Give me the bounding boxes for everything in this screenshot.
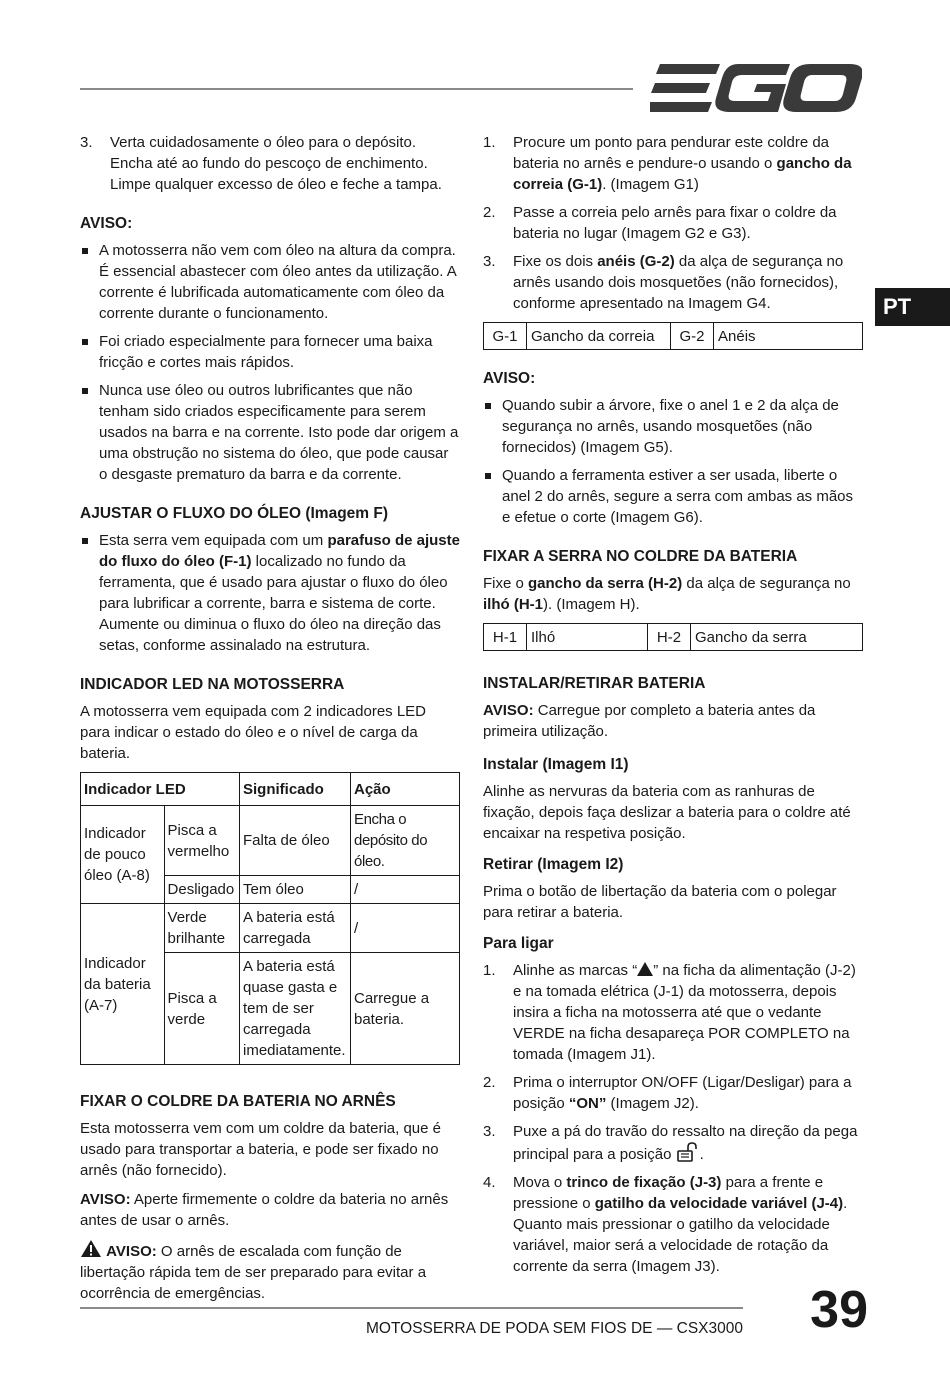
header-rule — [80, 88, 633, 90]
text: . — [699, 1146, 704, 1163]
sub-heading: Para ligar — [483, 935, 554, 952]
paragraph: Esta motosserra vem com um coldre da bateria, que é usado para transportar a bateria, e pode ser fixado no arnês (não fornecido). — [80, 1120, 441, 1179]
text: da alça de segurança no — [682, 575, 851, 592]
brand-logo — [650, 64, 862, 112]
text: O arnês de escalada com função de libertação rápida tem de ser preparado para evitar a ocorrência de emergências. — [80, 1243, 427, 1302]
step-number: 1. — [483, 962, 496, 979]
text: da alça de segurança no arnês usando dois mosquetões (não fornecidos), conforme apresentado na Imagem G4. — [513, 253, 844, 312]
text: ). (Imagem H). — [543, 596, 640, 613]
table-cell: Indicador de pouco óleo (A-8) — [81, 806, 165, 904]
language-tab: PT — [875, 288, 950, 326]
table-cell: Encha o depósito do óleo. — [351, 806, 460, 876]
text: Alinhe as marcas “ — [513, 962, 638, 979]
table-row — [484, 323, 863, 350]
footer-title: MOTOSSERRA DE PODA SEM FIOS DE — CSX3000 — [366, 1320, 743, 1337]
h-parts-table — [483, 623, 863, 651]
sub-heading: Retirar (Imagem I2) — [483, 856, 624, 873]
column-header: Indicador LED — [81, 773, 240, 806]
oil-flow-list — [80, 530, 460, 656]
oil-fill-steps — [80, 132, 460, 195]
table-cell: Gancho da serra — [691, 624, 863, 651]
table-cell: Indicador da bateria (A-7) — [81, 904, 165, 1065]
list-item: Foi criado especialmente para fornecer uma baixa fricção e cortes mais rápidos. — [80, 331, 460, 373]
sub-heading: Instalar (Imagem I1) — [483, 756, 629, 773]
table-cell: H-2 — [648, 624, 691, 651]
text: (Imagem J2). — [606, 1095, 699, 1112]
table-row — [81, 806, 460, 876]
paragraph: Alinhe as nervuras da bateria com as ranhuras de fixação, depois faça deslizar a bateria para o coldre até encaixar na respetiva posição. — [483, 783, 851, 842]
text: Mova o — [513, 1174, 567, 1191]
table-cell: G-2 — [671, 323, 714, 350]
bold-text: gancho da serra (H-2) — [528, 575, 683, 592]
text: Carregue por completo a bateria antes da primeira utilização. — [483, 702, 816, 740]
table-cell: Gancho da correia — [527, 323, 671, 350]
table-cell: Verde brilhante — [164, 904, 239, 953]
section-heading: FIXAR O COLDRE DA BATERIA NO ARNÊS — [80, 1093, 396, 1110]
table-cell: Tem óleo — [240, 876, 351, 904]
table-cell: A bateria está quase gasta e tem de ser carregada imediatamente. — [240, 953, 351, 1065]
list-item: Quando a ferramenta estiver a ser usada, liberte o anel 2 do arnês, segure a serra com ambas as mãos e efetue o corte (Imagem G6). — [483, 465, 863, 528]
table-row — [81, 904, 460, 953]
warning-list — [483, 395, 863, 528]
section-heading: FIXAR A SERRA NO COLDRE DA BATERIA — [483, 548, 798, 565]
bold-text: parafuso de ajuste do fluxo do óleo (F-1) — [99, 532, 460, 570]
step-text: Verta cuidadosamente o óleo para o depósito. Encha até ao fundo do pescoço de enchimento. Limpe qualquer excesso de óleo e feche a tampa. — [110, 134, 442, 193]
text: Aperte firmemente o coldre da bateria no arnês antes de usar o arnês. — [80, 1191, 449, 1229]
table-cell: Falta de óleo — [240, 806, 351, 876]
bold-text: ilhó (H-1 — [483, 596, 543, 613]
text: Fixe os dois — [513, 253, 598, 270]
table-header-row — [81, 773, 460, 806]
bold-text: “ON” — [568, 1095, 607, 1112]
text: para a frente e pressione o — [513, 1174, 824, 1212]
right-column — [483, 132, 863, 1285]
warning-paragraph — [80, 1189, 460, 1231]
triangle-mark-icon — [637, 962, 653, 976]
start-steps — [483, 960, 863, 1277]
warning-label: AVISO: — [80, 1191, 131, 1208]
table-cell: Pisca a verde — [164, 953, 239, 1065]
section-heading: AJUSTAR O FLUXO DO ÓLEO (Imagem F) — [80, 505, 389, 522]
list-item — [483, 1072, 863, 1114]
list-item — [80, 132, 460, 195]
warning-list — [80, 240, 460, 485]
footer-rule — [80, 1307, 743, 1309]
bold-text: trinco de fixação (J-3) — [566, 1174, 722, 1191]
left-column — [80, 132, 460, 1312]
table-cell: Carregue a bateria. — [351, 953, 460, 1065]
table-cell: A bateria está carregada — [240, 904, 351, 953]
paragraph: A motosserra vem equipada com 2 indicadores LED para indicar o estado do óleo e o nível de carga da bateria. — [80, 703, 427, 762]
page-number: 39 — [810, 1281, 868, 1339]
step-number: 3. — [80, 134, 93, 151]
warning-paragraph — [483, 700, 863, 742]
warning-label: AVISO: — [483, 702, 534, 719]
list-item: Nunca use óleo ou outros lubrificantes que não tenham sido criados especificamente para serem usados na barra e na corrente. Isto pode dar origem a uma obstrução no sistema do óleo, que pode causar o desgaste prematuro da barra e da corrente. — [80, 380, 460, 485]
table-cell: / — [351, 876, 460, 904]
text: ” na ficha da alimentação (J-2) e na tomada elétrica (J-1) da motosserra, depois insira a ficha na motosserra até que o vedante VERDE na ficha desapareça POR COMPLETO na tomada (Imagem J1). — [513, 962, 856, 1063]
step-number: 3. — [483, 1123, 496, 1140]
table-cell: Desligado — [164, 876, 239, 904]
list-item — [483, 960, 863, 1065]
bold-text: anéis (G-2) — [597, 253, 675, 270]
column-header: Significado — [240, 773, 351, 806]
section-heading: AVISO: — [80, 215, 133, 232]
section-heading: INDICADOR LED NA MOTOSSERRA — [80, 676, 345, 693]
list-item: Quando subir a árvore, fixe o anel 1 e 2 da alça de segurança no arnês, usando mosquetões (não fornecidos) (Imagem G5). — [483, 395, 863, 458]
step-number: 2. — [483, 1074, 496, 1091]
bold-text: gancho da correia (G-1) — [513, 155, 852, 193]
step-number: 1. — [483, 134, 496, 151]
led-table — [80, 772, 460, 1065]
list-item — [80, 530, 460, 656]
holster-steps — [483, 132, 863, 314]
table-cell: Anéis — [714, 323, 863, 350]
column-header: Ação — [351, 773, 460, 806]
bold-text: gatilho da velocidade variável (J-4) — [594, 1195, 844, 1212]
text: localizado no fundo da ferramenta, que é usado para ajustar o fluxo do óleo para lubrificar a corrente, barra e sistema de corte. Aumente ou diminua o fluxo do óleo na direção das setas, conforme assinalado na estrutura. — [99, 553, 448, 654]
list-item — [483, 1172, 863, 1277]
table-cell: Ilhó — [527, 624, 648, 651]
list-item — [483, 202, 863, 244]
table-cell: G-1 — [484, 323, 527, 350]
section-heading: AVISO: — [483, 370, 536, 387]
warning-paragraph — [80, 1239, 460, 1304]
paragraph: Prima o botão de libertação da bateria com o polegar para retirar a bateria. — [483, 883, 837, 921]
text: Fixe o — [483, 575, 529, 592]
text: Passe a correia pelo arnês para fixar o coldre da bateria no lugar (Imagem G2 e G3). — [513, 204, 837, 242]
table-cell: H-1 — [484, 624, 527, 651]
warning-label: AVISO: — [106, 1243, 157, 1260]
unlocked-padlock-icon — [676, 1142, 700, 1162]
list-item — [483, 1121, 863, 1165]
step-number: 2. — [483, 204, 496, 221]
warning-triangle-icon — [80, 1239, 102, 1258]
g-parts-table — [483, 322, 863, 350]
table-row — [484, 624, 863, 651]
list-item — [483, 132, 863, 195]
list-item — [483, 251, 863, 314]
text: . (Imagem G1) — [602, 176, 699, 193]
step-number: 3. — [483, 253, 496, 270]
text: Puxe a pá do travão do ressalto na direção da pega principal para a posição — [513, 1123, 858, 1163]
table-cell: Pisca a vermelho — [164, 806, 239, 876]
text: Procure um ponto para pendurar este coldre da bateria no arnês e pendure-o usando o — [513, 134, 830, 172]
text: . Quanto mais pressionar o gatilho da velocidade variável, maior será a velocidade de rotação da corrente da serra (Imagem J3). — [513, 1195, 848, 1275]
text: Prima o interruptor ON/OFF (Ligar/Desligar) para a posição — [513, 1074, 852, 1112]
table-cell: / — [351, 904, 460, 953]
list-item: A motosserra não vem com óleo na altura da compra. É essencial abastecer com óleo antes da utilização. A corrente é lubrificada automaticamente com óleo da corrente durante o funcionamento. — [80, 240, 460, 324]
step-number: 4. — [483, 1174, 496, 1191]
section-heading: INSTALAR/RETIRAR BATERIA — [483, 675, 706, 692]
text: Esta serra vem equipada com um — [99, 532, 328, 549]
paragraph — [483, 573, 863, 615]
